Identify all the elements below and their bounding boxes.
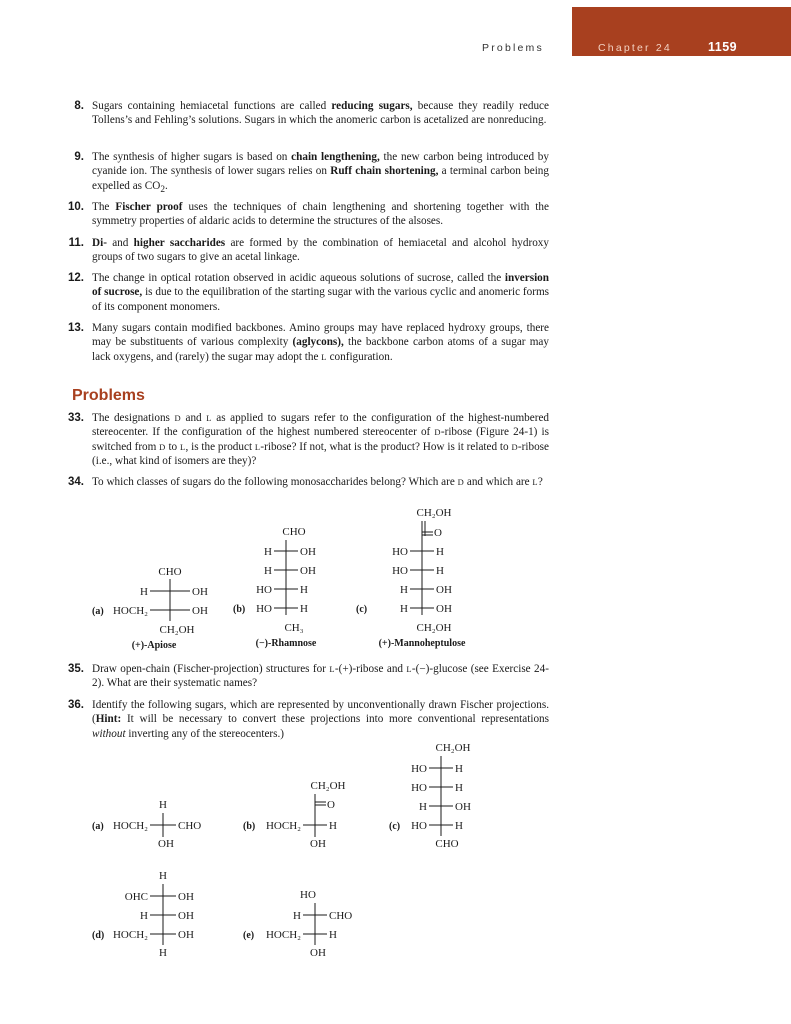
right-substituent: OH: [192, 605, 208, 617]
left-substituent: HO: [411, 763, 427, 775]
part-label: (b): [243, 821, 256, 832]
part-label: (b): [233, 604, 246, 615]
bottom-group: CHO: [435, 838, 459, 850]
top-group: CH₂OH: [435, 742, 471, 754]
running-head-chapter: Chapter 24: [598, 42, 672, 54]
item-number: 10.: [68, 201, 84, 213]
left-substituent: HO: [256, 603, 272, 615]
section-heading-problems: Problems: [72, 387, 145, 404]
item-number: 9.: [74, 151, 84, 163]
right-substituent: H: [329, 929, 337, 941]
item-number: 13.: [68, 322, 84, 334]
left-substituent: HO: [256, 584, 272, 596]
left-substituent: HO: [392, 565, 408, 577]
left-substituent: HO: [392, 546, 408, 558]
bottom-group: H: [159, 947, 167, 959]
left-substituent: HOCH₂: [265, 820, 301, 832]
item-text: Draw open-chain (Fischer-projection) structures for L-(+)-ribose and L-(−)-glucose (see Exercise 24-2). What are their systematic names?: [92, 663, 549, 690]
item-text: The change in optical rotation observed in acidic aqueous solutions of sucrose, called the inversion of sucrose, is due to the equilibration of the starting sugar with the various cyclic and anomeric forms of its component monomers.: [92, 272, 549, 313]
left-substituent: H: [400, 584, 408, 596]
top-group: CH₂OH: [416, 507, 452, 519]
fischer-36e: [243, 889, 352, 959]
fischer-36d: [92, 870, 194, 959]
part-label: (c): [356, 604, 368, 615]
left-substituent: H: [140, 586, 148, 598]
carbonyl-oxygen: O: [327, 799, 335, 811]
item-number: 12.: [68, 272, 84, 284]
right-substituent: OH: [436, 584, 452, 596]
bottom-group: CH₂OH: [159, 624, 195, 636]
item-text: The designations D and L as applied to sugars refer to the configuration of the highest-numbered stereocenter. If the configuration of the highest numbered stereocenter of D-ribose (Figure 24-1) is switched from D to L, is the product L-ribose? If not, what is the product? How is it related to D-ribose (i.e., what kind of isomers are they)?: [92, 412, 550, 468]
right-substituent: CHO: [329, 910, 353, 922]
item-number: 35.: [68, 663, 84, 675]
item-number: 36.: [68, 699, 84, 711]
page-number: 1159: [708, 40, 738, 54]
right-substituent: OH: [455, 801, 471, 813]
left-substituent: H: [264, 546, 272, 558]
left-substituent: HOCH₂: [112, 605, 148, 617]
top-group: H: [159, 799, 167, 811]
item-number: 34.: [68, 476, 84, 488]
fischer-36a: [92, 799, 201, 850]
bottom-group: OH: [310, 947, 326, 959]
running-head-section: Problems: [482, 42, 544, 54]
left-substituent: HO: [411, 782, 427, 794]
part-label: (d): [92, 930, 105, 941]
compound-caption: (−)-Rhamnose: [255, 638, 317, 649]
part-label: (c): [389, 821, 401, 832]
left-substituent: H: [419, 801, 427, 813]
item-text: The synthesis of higher sugars is based on chain lengthening, the new carbon being introduced by cyanide ion. The synthesis of lower sugars relies on Ruff chain shortening, a terminal carbon being expelled as $CO_2$.: [92, 151, 549, 196]
left-substituent: HO: [411, 820, 427, 832]
part-label: (a): [92, 606, 104, 617]
right-substituent: OH: [300, 546, 316, 558]
part-label: (a): [92, 821, 104, 832]
right-substituent: OH: [192, 586, 208, 598]
right-substituent: OH: [436, 603, 452, 615]
right-substituent: H: [436, 546, 444, 558]
left-substituent: H: [264, 565, 272, 577]
left-substituent: HOCH₂: [265, 929, 301, 941]
fischer-apiose: [92, 566, 208, 651]
bottom-group: CH₃: [284, 622, 304, 634]
top-group: HO: [300, 889, 316, 901]
part-label: (e): [243, 930, 255, 941]
item-text: Sugars containing hemiacetal functions are called reducing sugars, because they readily reduce Tollens’s and Fehling’s solutions. Sugars in which the anomeric carbon is acetalized are nonreducing.: [92, 100, 549, 127]
right-substituent: H: [455, 820, 463, 832]
left-substituent: H: [293, 910, 301, 922]
compound-caption: (+)-Apiose: [131, 640, 177, 651]
top-group: CHO: [282, 526, 306, 538]
fischer-rhamnose: [233, 526, 317, 649]
left-substituent: OHC: [124, 891, 148, 903]
bottom-group: OH: [310, 838, 326, 850]
carbonyl-oxygen: O: [434, 527, 442, 539]
right-substituent: H: [436, 565, 444, 577]
fischer-mannoheptulose: [356, 507, 466, 649]
bottom-group: OH: [158, 838, 174, 850]
top-group: CH₂OH: [310, 780, 346, 792]
item-text: Identify the following sugars, which are represented by unconventionally drawn Fischer projections. (Hint: It will be necessary to convert these projections into more conventional representations without inverting any of the stereocenters.): [92, 699, 549, 740]
item-text: To which classes of sugars do the following monosaccharides belong? Which are D and which are L?: [92, 476, 543, 488]
right-substituent: OH: [178, 891, 194, 903]
left-substituent: HOCH₂: [112, 820, 148, 832]
right-substituent: OH: [300, 565, 316, 577]
left-substituent: H: [140, 910, 148, 922]
right-substituent: OH: [178, 929, 194, 941]
right-substituent: H: [455, 763, 463, 775]
item-text: Many sugars contain modified backbones. Amino groups may have replaced hydroxy groups, there may be substituents of various complexity (aglycons), the backbone carbon atoms of a sugar may lack oxygens, and (rarely) the sugar may adopt the L configuration.: [92, 322, 549, 363]
right-substituent: H: [455, 782, 463, 794]
right-substituent: H: [300, 603, 308, 615]
fischer-36b: [243, 780, 346, 850]
top-group: CHO: [158, 566, 182, 578]
top-group: H: [159, 870, 167, 882]
fischer-36c: [389, 742, 471, 850]
item-number: 8.: [74, 100, 84, 112]
item-number: 11.: [68, 237, 84, 249]
right-substituent: H: [329, 820, 337, 832]
bottom-group: CH₂OH: [416, 622, 452, 634]
left-substituent: H: [400, 603, 408, 615]
item-text: Di- and higher saccharides are formed by the combination of hemiacetal and alcohol hydroxy groups of two sugars to give an acetal linkage.: [92, 237, 549, 264]
item-number: 33.: [68, 412, 84, 424]
right-substituent: H: [300, 584, 308, 596]
right-substituent: CHO: [178, 820, 202, 832]
compound-caption: (+)-Mannoheptulose: [378, 638, 466, 649]
left-substituent: HOCH₂: [112, 929, 148, 941]
right-substituent: OH: [178, 910, 194, 922]
item-text: The Fischer proof uses the techniques of chain lengthening and shortening together with the symmetry properties of aldaric acids to determine the structures of the alsoses.: [92, 201, 549, 228]
